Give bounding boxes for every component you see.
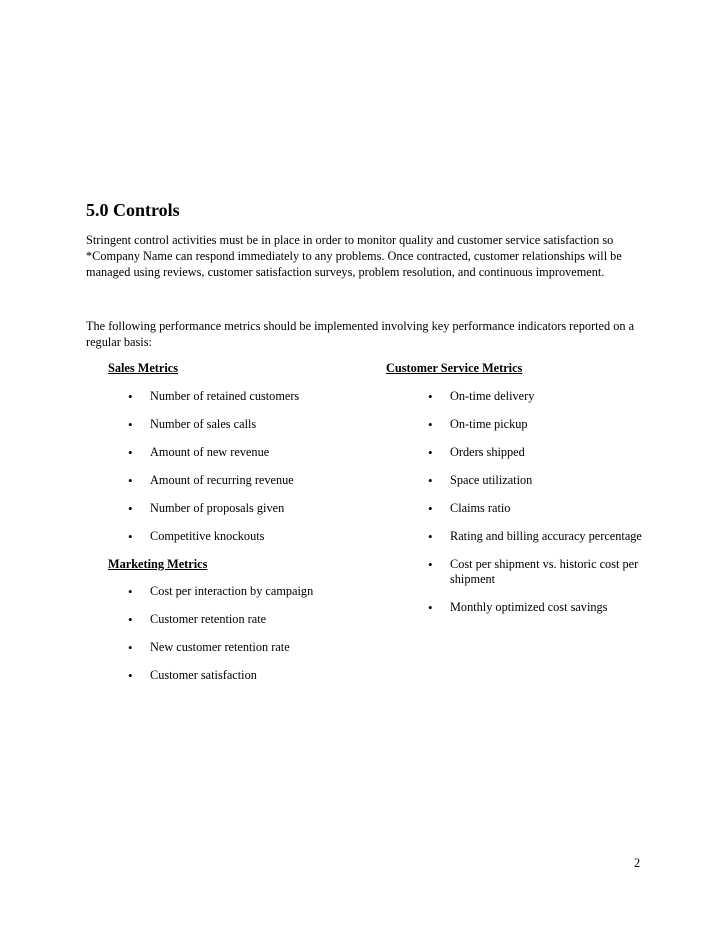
bullet-icon: • xyxy=(128,473,133,488)
bullet-icon: • xyxy=(428,445,433,460)
section-heading: 5.0 Controls xyxy=(86,200,180,220)
list-item: • On-time pickup xyxy=(428,417,528,432)
bullet-icon: • xyxy=(428,417,433,432)
bullet-icon: • xyxy=(128,584,133,599)
page-number: 2 xyxy=(634,856,641,870)
list-item: • Amount of recurring revenue xyxy=(128,473,294,488)
bullet-icon: • xyxy=(428,389,433,404)
bullet-icon: • xyxy=(128,612,133,627)
bullet-icon: • xyxy=(428,600,433,615)
customer-service-metrics-list xyxy=(428,389,648,628)
list-item: • On-time delivery xyxy=(428,389,535,404)
customer-service-metrics-title: Customer Service Metrics xyxy=(386,361,523,375)
list-item: • Customer satisfaction xyxy=(128,668,257,683)
bullet-icon: • xyxy=(128,668,133,683)
bullet-icon: • xyxy=(428,529,433,544)
list-item: • Monthly optimized cost savings xyxy=(428,600,608,615)
list-item: • Competitive knockouts xyxy=(128,529,265,544)
list-item: • Cost per interaction by campaign xyxy=(128,584,314,599)
list-item: • Space utilization xyxy=(428,473,533,488)
list-item: • Customer retention rate xyxy=(128,612,267,627)
marketing-metrics-list xyxy=(128,584,358,696)
list-item: • Cost per shipment vs. historic cost per shipment xyxy=(428,557,639,586)
bullet-icon: • xyxy=(128,501,133,516)
list-item: • Claims ratio xyxy=(428,501,511,516)
marketing-metrics-title: Marketing Metrics xyxy=(108,557,208,571)
bullet-icon: • xyxy=(128,445,133,460)
intro-paragraph: Stringent control activities must be in place in order to monitor quality and customer service satisfaction so *Company Name can respond immediately to any problems. Once contracted, customer relationships will be managed using reviews, customer satisfaction surveys, problem resolution, and continuous improvement. xyxy=(86,233,622,279)
bullet-icon: • xyxy=(128,389,133,404)
bullet-icon: • xyxy=(428,557,433,572)
list-item: • Orders shipped xyxy=(428,445,525,460)
list-item: • Rating and billing accuracy percentage xyxy=(428,529,642,544)
list-item: • Amount of new revenue xyxy=(128,445,270,460)
list-item: • Number of sales calls xyxy=(128,417,257,432)
list-item: • New customer retention rate xyxy=(128,640,290,655)
sales-metrics-list xyxy=(128,389,358,557)
bullet-icon: • xyxy=(128,417,133,432)
list-item: • Number of proposals given xyxy=(128,501,285,516)
bullet-icon: • xyxy=(428,501,433,516)
bullet-icon: • xyxy=(128,529,133,544)
bullet-icon: • xyxy=(128,640,133,655)
sales-metrics-title: Sales Metrics xyxy=(108,361,178,375)
bullet-icon: • xyxy=(428,473,433,488)
metrics-intro-paragraph: The following performance metrics should be implemented involving key performance indicators reported on a regular basis: xyxy=(86,319,635,349)
list-item: • Number of retained customers xyxy=(128,389,300,404)
